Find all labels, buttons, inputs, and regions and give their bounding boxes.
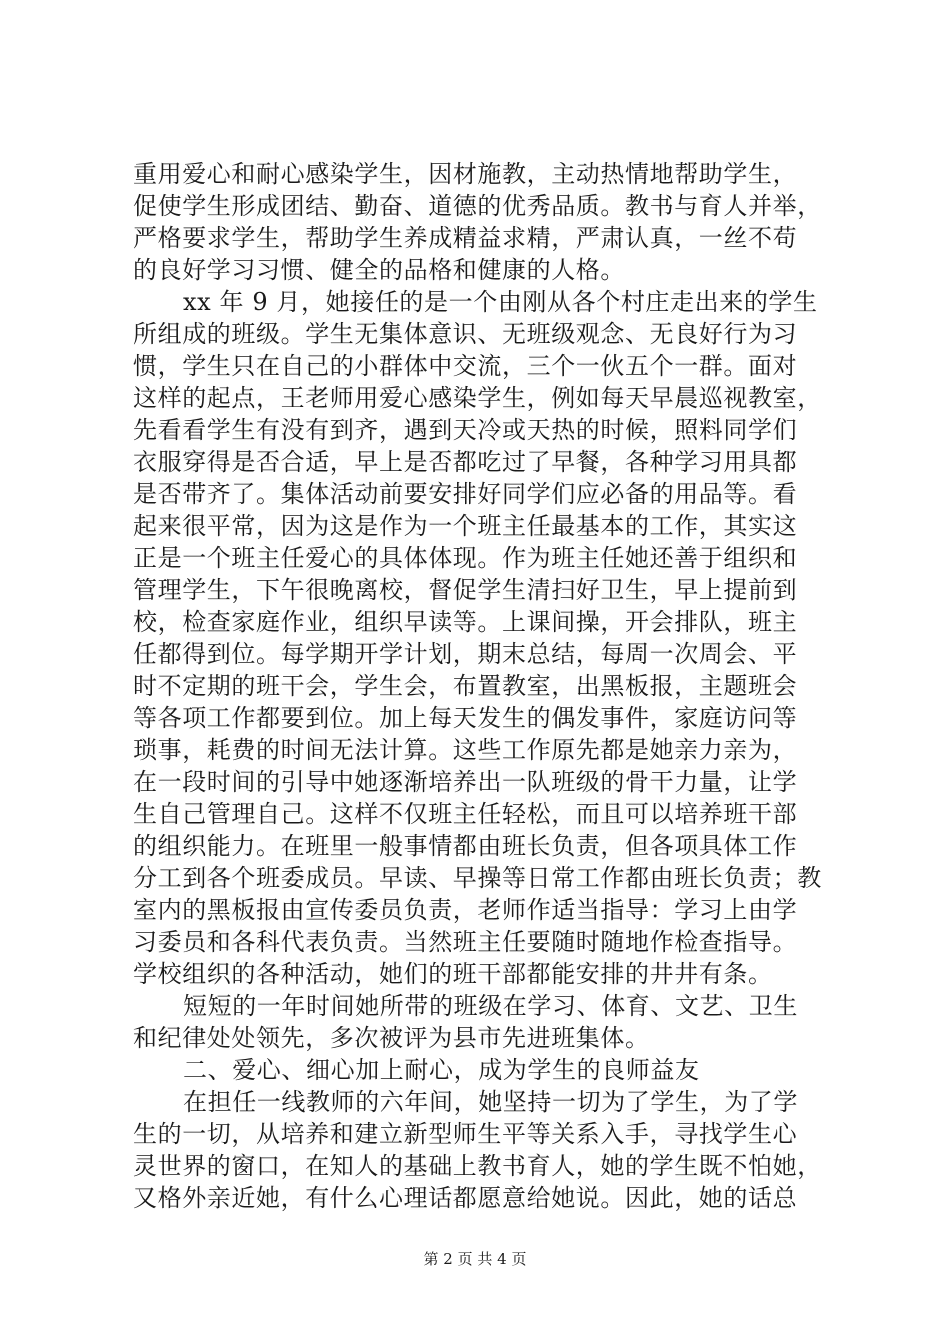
text-line: 重用爱心和耐心感染学生，因材施教，主动热情地帮助学生， bbox=[133, 160, 798, 188]
text-line: 灵世界的窗口，在知人的基础上教书育人，她的学生既不怕她， bbox=[133, 1152, 822, 1180]
text-line: 是否带齐了。集体活动前要安排好同学们应必备的用品等。看 bbox=[133, 480, 798, 508]
text-line: 校，检查家庭作业，组织早读等。上课间操，开会排队，班主 bbox=[133, 608, 798, 636]
text-line: 等各项工作都要到位。加上每天发生的偶发事件，家庭访问等 bbox=[133, 704, 798, 732]
section-heading: 二、爱心、细心加上耐心，成为学生的良师益友 bbox=[183, 1056, 700, 1084]
text-line: 生自己管理自己。这样不仅班主任轻松，而且可以培养班干部 bbox=[133, 800, 798, 828]
text-line: 在一段时间的引导中她逐渐培养出一队班级的骨干力量，让学 bbox=[133, 768, 798, 796]
text-line: 生的一切，从培养和建立新型师生平等关系入手，寻找学生心 bbox=[133, 1120, 798, 1148]
text-line: 这样的起点，王老师用爱心感染学生，例如每天早晨巡视教室， bbox=[133, 384, 822, 412]
text-line: 促使学生形成团结、勤奋、道德的优秀品质。教书与育人并举， bbox=[133, 192, 822, 220]
text-line: 所组成的班级。学生无集体意识、无班级观念、无良好行为习 bbox=[133, 320, 798, 348]
paragraph-first-line: xx 年 9 月，她接任的是一个由刚从各个村庄走出来的学生 bbox=[183, 288, 818, 316]
text-line: 严格要求学生，帮助学生养成精益求精，严肃认真，一丝不苟 bbox=[133, 224, 798, 252]
body-text bbox=[133, 158, 833, 1214]
text-line: 琐事，耗费的时间无法计算。这些工作原先都是她亲力亲为， bbox=[133, 736, 798, 764]
text-line: 正是一个班主任爱心的具体体现。作为班主任她还善于组织和 bbox=[133, 544, 798, 572]
text-line: 的组织能力。在班里一般事情都由班长负责，但各项具体工作 bbox=[133, 832, 798, 860]
text-line: 学校组织的各种活动，她们的班干部都能安排的井井有条。 bbox=[133, 960, 773, 988]
text-line: 时不定期的班干会，学生会，布置教室，出黑板报，主题班会 bbox=[133, 672, 798, 700]
text-line: 室内的黑板报由宣传委员负责，老师作适当指导：学习上由学 bbox=[133, 896, 798, 924]
page-number-footer: 第 2 页 共 4 页 bbox=[423, 1250, 527, 1268]
text-line: 惯，学生只在自己的小群体中交流，三个一伙五个一群。面对 bbox=[133, 352, 798, 380]
text-line: 又格外亲近她，有什么心理话都愿意给她说。因此，她的话总 bbox=[133, 1184, 798, 1212]
text-line: 任都得到位。每学期开学计划，期末总结，每周一次周会、平 bbox=[133, 640, 798, 668]
text-line: 先看看学生有没有到齐，遇到天冷或天热的时候，照料同学们 bbox=[133, 416, 798, 444]
text-line: 的良好学习习惯、健全的品格和健康的人格。 bbox=[133, 256, 625, 284]
paragraph-first-line: 短短的一年时间她所带的班级在学习、体育、文艺、卫生 bbox=[183, 992, 798, 1020]
text-line: 习委员和各科代表负责。当然班主任要随时随地作检查指导。 bbox=[133, 928, 798, 956]
text-line: 衣服穿得是否合适，早上是否都吃过了早餐，各种学习用具都 bbox=[133, 448, 798, 476]
paragraph-first-line: 在担任一线教师的六年间，她坚持一切为了学生，为了学 bbox=[183, 1088, 798, 1116]
text-line: 和纪律处处领先，多次被评为县市先进班集体。 bbox=[133, 1024, 650, 1052]
text-line: 管理学生，下午很晚离校，督促学生清扫好卫生，早上提前到 bbox=[133, 576, 798, 604]
text-line: 分工到各个班委成员。早读、早操等日常工作都由班长负责；教 bbox=[133, 864, 822, 892]
text-line: 起来很平常，因为这是作为一个班主任最基本的工作，其实这 bbox=[133, 512, 798, 540]
